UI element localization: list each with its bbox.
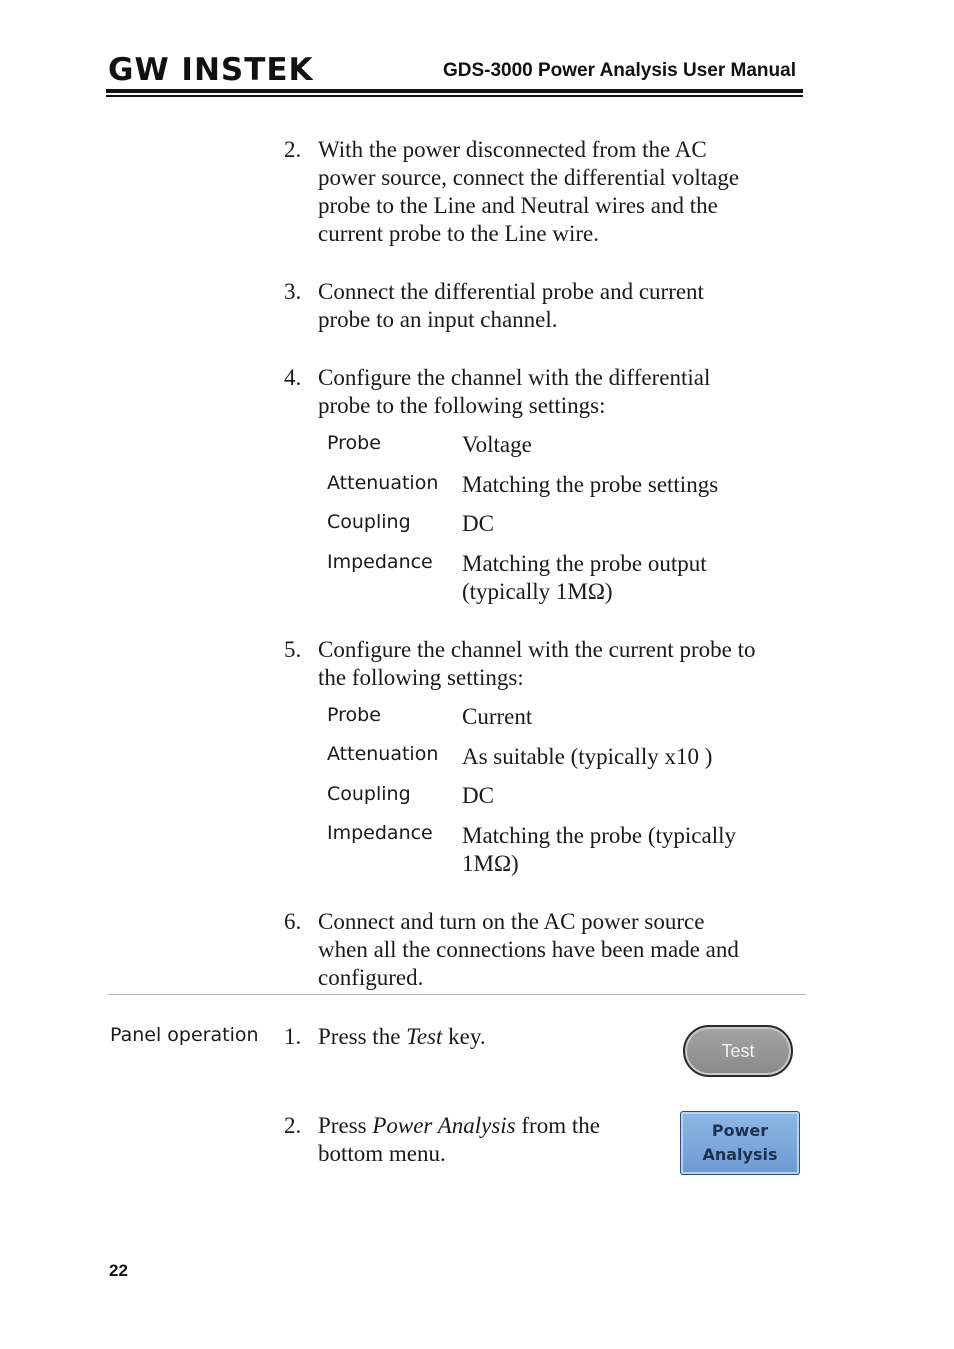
step-number: 1. xyxy=(284,1024,302,1049)
header-rule xyxy=(106,89,803,93)
step-number: 2. xyxy=(284,1113,302,1138)
setting-value: Matching the probe settings xyxy=(462,472,719,497)
setting-value: DC xyxy=(462,511,494,536)
setting-value: As suitable (typically x10 ) xyxy=(462,744,713,769)
power-analysis-button[interactable]: Power Analysis xyxy=(680,1111,800,1175)
setting-value: Matching the probe output (typically 1MΩ) xyxy=(462,551,707,604)
gw-instek-logo xyxy=(108,52,314,88)
manual-title: GDS-3000 Power Analysis User Manual xyxy=(442,60,796,81)
step-text: Press Power Analysis from the bottom menu. xyxy=(318,1113,600,1166)
step-number: 2. xyxy=(284,137,302,162)
step-text: Connect and turn on the AC power source when all the connections have been made and configured. xyxy=(318,909,739,990)
step-number: 5. xyxy=(284,637,302,662)
setting-label: Impedance xyxy=(327,822,433,844)
step-number: 4. xyxy=(284,365,302,390)
step-number: 3. xyxy=(284,279,302,304)
header-rule-thin xyxy=(106,95,803,97)
step-text: With the power disconnected from the AC power source, connect the differential voltage probe to the Line and Neutral wires and the current probe to the Line wire. xyxy=(318,137,740,246)
svg-text:GW INSTEK: GW INSTEK xyxy=(108,52,314,88)
section-divider xyxy=(108,994,806,995)
step-text: Configure the channel with the current probe to the following settings: xyxy=(318,637,756,690)
setting-label: Coupling xyxy=(327,783,411,805)
setting-value: Current xyxy=(462,704,533,729)
step-text: Connect the differential probe and current probe to an input channel. xyxy=(318,279,704,332)
panel-operation-label: Panel operation xyxy=(110,1024,259,1046)
setting-label: Attenuation xyxy=(327,472,439,494)
setting-label: Attenuation xyxy=(327,743,439,765)
setting-label: Impedance xyxy=(327,551,433,573)
setting-label: Probe xyxy=(327,432,381,454)
setting-value: DC xyxy=(462,783,494,808)
setting-value: Matching the probe (typically 1MΩ) xyxy=(462,823,737,876)
step-text: Configure the channel with the differential probe to the following settings: xyxy=(318,365,711,418)
setting-value: Voltage xyxy=(462,432,532,457)
page-number: 22 xyxy=(109,1261,128,1280)
setting-label: Coupling xyxy=(327,511,411,533)
step-text: Press the Test key. xyxy=(318,1024,486,1049)
test-key-button[interactable]: Test xyxy=(683,1025,793,1077)
setting-label: Probe xyxy=(327,704,381,726)
step-number: 6. xyxy=(284,909,302,934)
